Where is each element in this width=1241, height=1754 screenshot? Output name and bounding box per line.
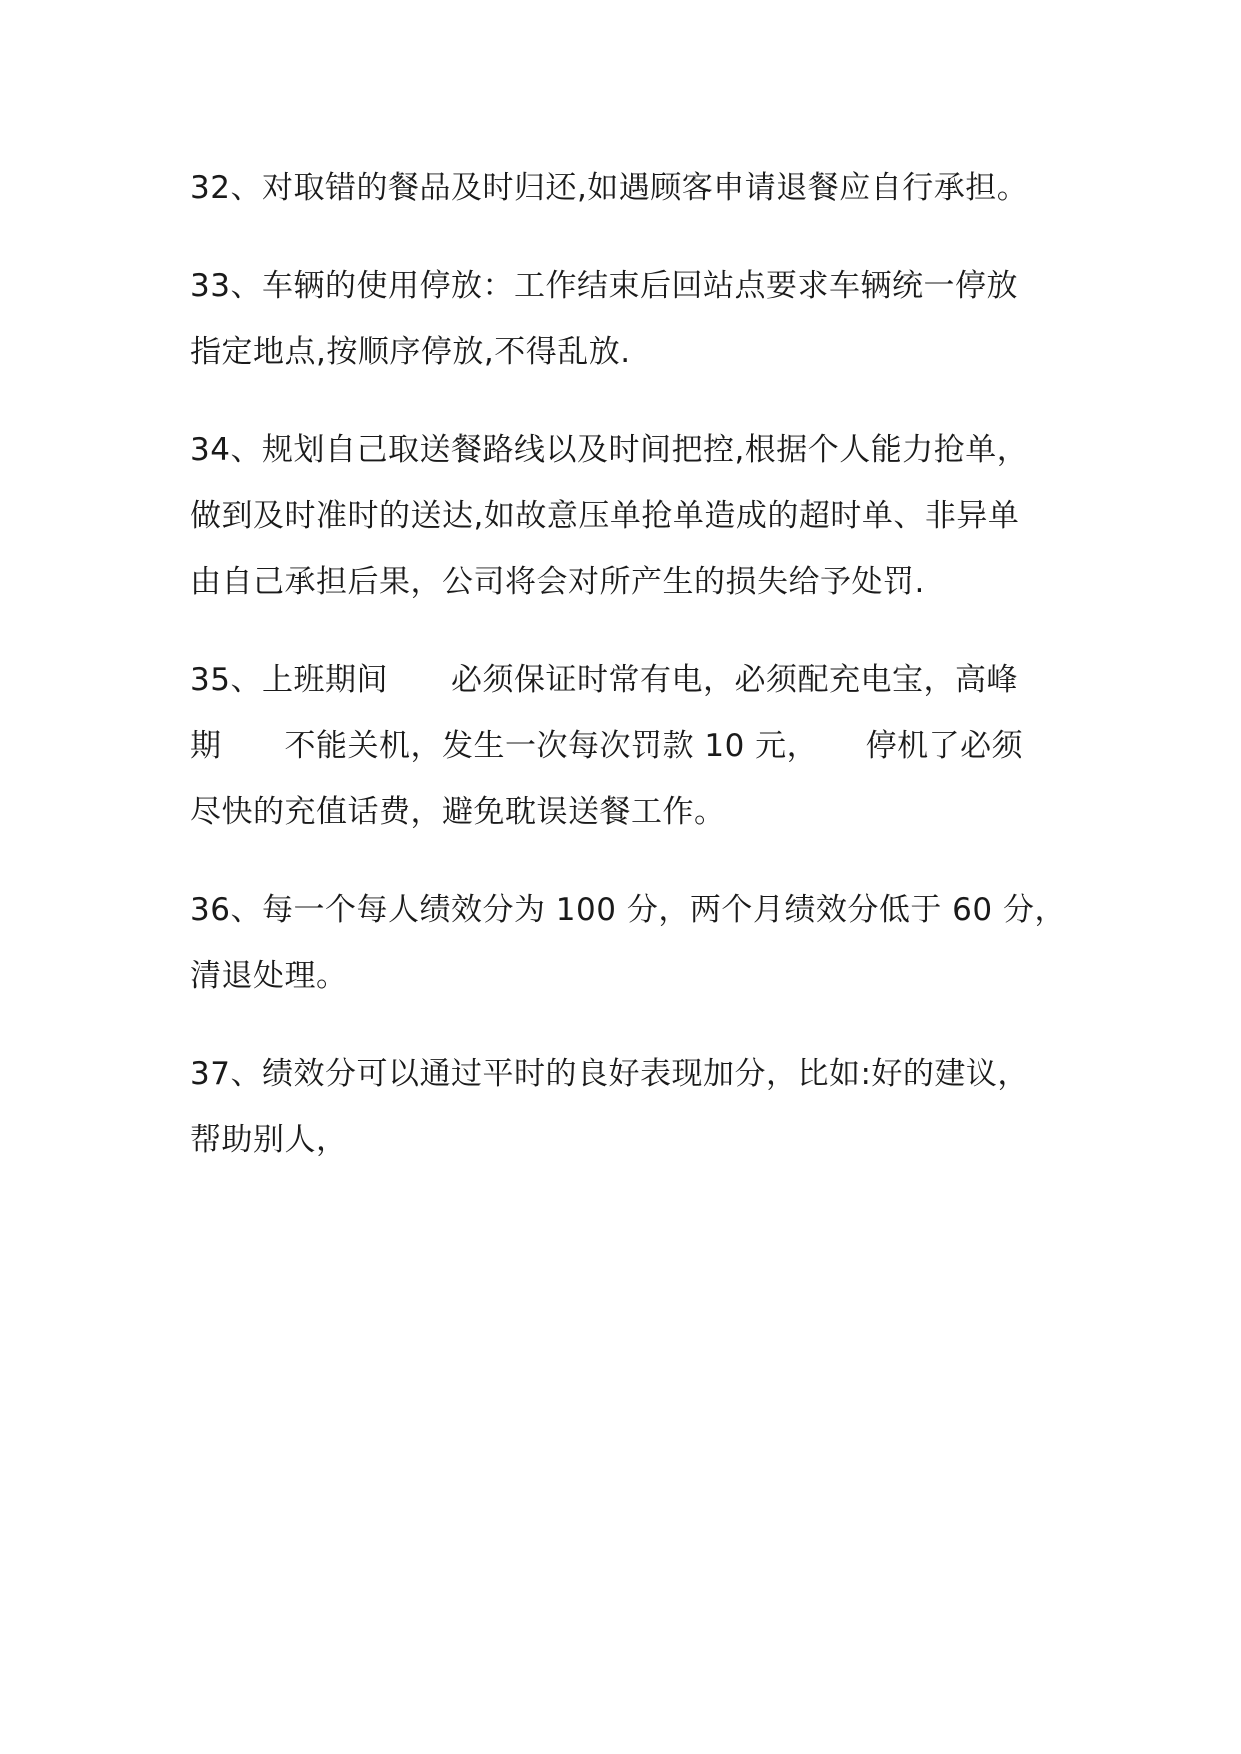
paragraph-line: 期 不能关机，发生一次每次罚款 10 元， 停机了必须: [190, 728, 1024, 764]
paragraph-line: 清退处理。: [190, 958, 348, 994]
paragraph-line: 由自己承担后果，公司将会对所产生的损失给予处罚.: [190, 564, 925, 600]
paragraph-line: 32、对取错的餐品及时归还,如遇顾客申请退餐应自行承担。: [190, 170, 1029, 206]
paragraph-line: 指定地点,按顺序停放,不得乱放.: [190, 334, 631, 370]
paragraph-line: 36、每一个每人绩效分为 100 分，两个月绩效分低于 60 分，: [190, 892, 1066, 928]
paragraph-line: 34、规划自己取送餐路线以及时间把控,根据个人能力抢单，: [190, 432, 1029, 468]
document-body: [190, 155, 1070, 1205]
paragraph-line: 33、车辆的使用停放：工作结束后回站点要求车辆统一停放: [190, 268, 1018, 304]
rule-37-paragraph: [190, 1041, 1070, 1173]
paragraph-line: 35、上班期间 必须保证时常有电，必须配充电宝，高峰: [190, 662, 1018, 698]
rule-34-paragraph: [190, 417, 1070, 615]
rule-33-paragraph: [190, 253, 1070, 385]
paragraph-line: 帮助别人，: [190, 1122, 348, 1158]
paragraph-line: 做到及时准时的送达,如故意压单抢单造成的超时单、非异单: [190, 498, 1020, 534]
rule-35-paragraph: [190, 647, 1070, 845]
paragraph-line: 37、绩效分可以通过平时的良好表现加分，比如:好的建议，: [190, 1056, 1029, 1092]
rule-32-paragraph: [190, 155, 1070, 221]
paragraph-line: 尽快的充值话费，避免耽误送餐工作。: [190, 794, 726, 830]
rule-36-paragraph: [190, 877, 1070, 1009]
